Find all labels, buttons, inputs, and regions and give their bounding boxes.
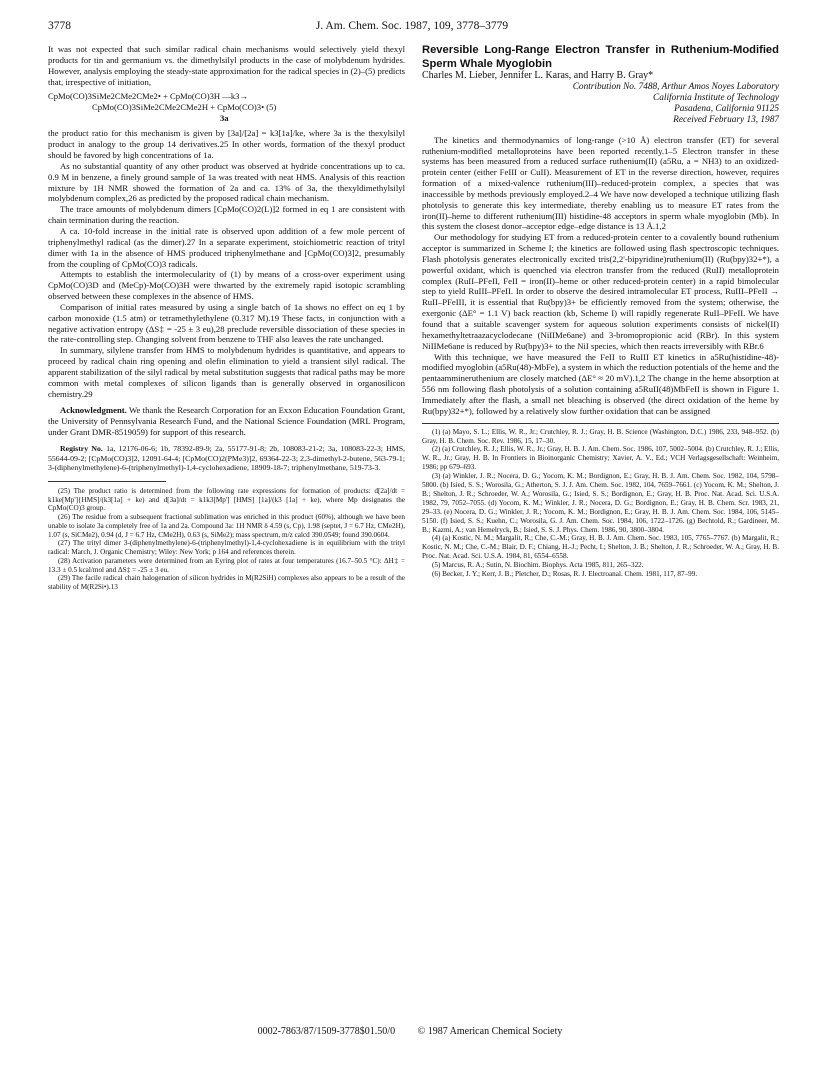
article-title: Reversible Long-Range Electron Transfer in Ruthenium-Modified Sperm Whale Myoglobin [422, 44, 779, 70]
left-column [48, 44, 405, 592]
paragraph: With this technique, we have measured the FeII to RuIII ET kinetics in a5Ru(histidine-48)-modified myoglobin (a5Ru(48)-MbFe), a system in which the reduction potentials of the heme and the pentaammineruthenium are closely matched (ΔE° ≈ 20 mV).1,2 The change in the heme absorption at 556 nm following flash photolysis of a solution containing a5RuII(48)MbFeII is shown in Figure 1. Immediately after the flash, a small net bleaching is observed (the direct oxidation of the heme by Ru(bpy)32+*), followed by a relatively slow further oxidation that can be assigned [422, 351, 779, 416]
registry-text: 1a, 12176-06-6; 1b, 78392-89-9; 2a, 55177-91-8; 2b, 108083-21-2; 3a, 108083-22-3; HMS, 55644-09-2; [CpMo(CO)3]2, 12091-64-4; [CpMo(CO)2(PMe3)]2, 69364-22-3; 2,3-dimethyl-2-butene, 563-79-1; 3-(diphenylmethylene)-6-(triphenylmethyl)-1,4-cyclohexadiene, 18909-18-7; triphenylmethane, 519-73-3. [48, 444, 405, 473]
paragraph: Our methodology for studying ET from a reduced-protein center to a covalently bound ruthenium acceptor is summarized in Scheme I; the kinetics are followed using flash spectroscopic techniques. Flash photolysis generates electronically excited tris(2,2'-bipyridine)ruthenium(II) (Ru(bpy)32+*), a powerful oxidant, which is quenched via electron transfer from the reduced (RuII) metalloprotein complex (RuII–PFeII, FeII = iron(II)–heme or other reduced-protein center) in a rapid bimolecular step to yield RuIII–PFeII. In order to observe the desired intramolecular ET process, RuIII–PFeII → RuII–PFeIII, it is essential that Ru(bpy)3+ be efficiently removed from the system; otherwise, the exergonic (ΔE° = 1.1 V) back reaction (kb, Scheme I) will rapidly regenerate RuII–PFeII. We have found that a suitable scavenger system for aqueous solution experiments consists of nickel(II) hexamethyltetraazacyclodecane (NiIIMe6ane) and 3-bromopropionic acid (RBr). In this system NiIIMe6ane is reduced by Ru(bpy)3+ to the NiI species, which then reacts irreversibly with RBr.6 [422, 232, 779, 351]
right-column [422, 44, 779, 579]
footnote: (25) The product ratio is determined from the following rate expressions for formation of products: d[2a]/dt = k1ke[Mp']{HMS]/(k3[1a] + ke) and d[3a]/dt = k1k3[Mp'] [HMS] [1a]/(k3 [1a] + ke), where Mp designates the CpMo(CO)3 group. [48, 486, 405, 513]
reference: (5) Marcus, R. A.; Sutin, N. Biochim. Biophys. Acta 1985, 811, 265–322. [432, 561, 644, 570]
paragraph: Attempts to establish the intermolecularity of (1) by means of a cross-over experiment using CpMo(CO)3D and (MeCp)-Mo(CO)3H were thwarted by the extremely rapid isotopic scrambling observed between these complexes in the absence of HMS. [48, 269, 405, 302]
paragraph: The trace amounts of molybdenum dimers [CpMo(CO)2(L)]2 formed in eq 1 are consistent with chain termination during the reaction. [48, 204, 405, 226]
acknowledgment-text: We thank the Research Corporation for an Exxon Education Foundation Grant, the University of Pennsylvania Research Fund, and the National Science Foundation (MRL Program, under Grant DMR-8519059) for support of this research. [48, 405, 405, 438]
paragraph: In summary, silylene transfer from HMS to molybdenum hydrides is quantitative, and appears to proceed by radical chain ring opening and olefin elimination to yield a transient silyl radical. The apparent stabilization of the silyl radical by metal substitution suggests that radical paths may be more common with metal complexes of silicon ligands than is generally observed in organosilicon chemistry.29 [48, 345, 405, 399]
reference: (4) (a) Kostic, N. M.; Margalit, R.; Che, C.-M.; Gray, H. B. J. Am. Chem. Soc. 1983, 105, 7765–7767. (b) Margalit, R.; Kostic, N. M.; Che, C.-M.; Blair, D. F.; Chiang, H.-J.; Pecht, I.; Shelton, J. B.; Shelton, J. R.; Schroeder, W. A.; Gray, H. B. Proc. Nat. Acad. Sci. U.S.A. 1984, 81, 6554–6558. [422, 534, 779, 561]
paragraph: It was not expected that such similar radical chain mechanisms would selectively yield thexyl products for tin and germanium vs. the dimethylsilyl products in the case of molybdenum hydrides. However, analysis employing the steady-state approximation for the radical species in (2)–(5) predicts that, irrespective of initiation, [48, 44, 405, 87]
acknowledgment [48, 405, 405, 438]
paragraph: Comparison of initial rates measured by using a single batch of 1a shows no effect on eq 1 by carbon monoxide (1.5 atm) or tetramethylethylene (0.317 M).19 These facts, in conjunction with a negative activation entropy (ΔS‡ = -25 ± 3 eu),28 preclude reversible dissociation of these species in the rate-controlling step. Changing solvent from benzene to THF also leaves the rate unchanged. [48, 301, 405, 345]
running-header [48, 20, 776, 36]
equation-5 [48, 91, 405, 124]
paragraph: As no substantial quantity of any other product was observed at hydride concentrations up to ca. 0.9 M in benzene, a finely ground sample of 1a was treated with neat HMS. Analysis of this reaction mixture by 1H NMR showed the formation of 2a and ca. 13% of 3a, the thexyldimethylsilyl molybdenum complex,26 as predicted by the proposed radical chain mechanism. [48, 160, 405, 204]
page-number: 3778 [48, 20, 71, 32]
registry-label: Registry No. [60, 444, 103, 453]
references [422, 423, 779, 579]
equation-line: CpMo(CO)3SiMe2CMe2CMe2H + CpMo(CO)3• (5) [92, 102, 277, 113]
copyright: © 1987 American Chemical Society [417, 1026, 563, 1037]
page-footer [0, 1026, 820, 1037]
registry-numbers [48, 444, 405, 473]
acknowledgment-label: Acknowledgment. [60, 405, 127, 416]
reference: (1) (a) Mayo, S. L.; Ellis, W. R., Jr.; Crutchley, R. J.; Gray, H. B. Science (Washington, D.C.) 1986, 233, 948–952. (b) Gray, H. B. Chem. Soc. Rev. 1986, 15, 17–30. [422, 427, 779, 445]
paragraph: the product ratio for this mechanism is given by [3a]/[2a] = k3[1a]/ke, where 3a is the thexylsilyl product in analogy to the group 14 derivatives.25 In other words, formation of the thexyl product should be favored by high concentrations of 1a. [48, 128, 405, 161]
footnote-divider [48, 481, 166, 482]
affiliation-line: California Institute of Technology [653, 93, 779, 104]
received-date: Received February 13, 1987 [673, 115, 779, 126]
affiliation-line: Contribution No. 7488, Arthur Amos Noyes Laboratory [572, 81, 779, 92]
paragraph: A ca. 10-fold increase in the initial rate is observed upon addition of a few mole percent of triphenylmethyl radical (as the dimer).27 In a separate experiment, stoichiometric reaction of trityl dimer with 1a in the absence of HMS produced triphenylmethane and [CpMo(CO)3]2, presumably from the coupling of CpMo(CO)3 radicals. [48, 225, 405, 269]
reference: (2) (a) Crutchley, R. J.; Ellis, W. R., Jr.; Gray, H. B. J. Am. Chem. Soc. 1986, 107, 5002–5004. (b) Crutchley, R. J.; Ellis, W. R., Jr.; Gray, H. B. In Frontiers in Bioinorganic Chemistry; Xavier, A. V., Ed.; VCH Verlagsgesellschaft: Weinheim, 1986; pp 679–693. [422, 445, 779, 472]
article-authors: Charles M. Lieber, Jennifer L. Karas, and Harry B. Gray* [422, 70, 654, 81]
affiliation-line: Pasadena, California 91125 [674, 104, 779, 115]
equation-line: CpMo(CO)3SiMe2CMe2CMe2• + CpMo(CO)3H —k3→ [48, 91, 249, 102]
reference: (3) (a) Winkler, J. R.; Nocera, D. G.; Yocom, K. M.; Bordignon, E.; Gray, H. B. J. Am. Chem. Soc. 1982, 104, 5798–5800. (b) Isied, S. S.; Worosila, G.; Atherton, S. J. J. Am. Chem. Soc. 1982, 104, 7659–7661. (c) Yocom, K. M.; Shelton, J. B.; Shelton, J. R.; Schroeder, W. A.; Worosila, G.; Isied, S. S.; Bordignon, E.; Gray, H. B. Proc. Nat. Acad. Sci. U.S.A. 1982, 79, 7052–7055. (d) Yocom, K. M.; Winkler, J. R.; Nocera, D. G.; Bordignon, E.; Gray, H. B. Chem. Scr. 1983, 21, 29–33. (e) Nocera, D. G.; Winkler, J. R.; Yocom, K. M.; Bordignon, E.; Gray, H. B. J. Am. Chem. Soc. 1984, 106, 5145–5150. (f) Isied, S. S.; Kuehn, C.; Worosila, G. J. Am. Chem. Soc. 1984, 106, 1722–1726. (g) Bechtold, R.; Gardineer, M. B.; Kazmi, A.; van Hemelryck, B.; Isied, S. S. J. Phys. Chem. 1986, 90, 3800–3804. [422, 472, 779, 534]
issn-code: 0002-7863/87/1509-3778$01.50/0 [257, 1026, 396, 1037]
reference: (6) Becker, J. Y.; Kerr, J. B.; Pletcher, D.; Rosas, R. J. Electroanal. Chem. 1981, 117, 87–99. [432, 570, 698, 579]
journal-citation: J. Am. Chem. Soc. 1987, 109, 3778–3779 [315, 20, 509, 32]
equation-label: 3a [220, 113, 229, 124]
footnote: (28) Activation parameters were determined from an Eyring plot of rates at four temperatures (16.7–50.5 °C): ΔH‡ = 13.3 ± 0.5 kcal/mol and ΔS‡ = -25 ± 3 eu. [48, 556, 405, 574]
footnote: (29) The facile radical chain halogenation of silicon hydrides in M(R2SiH) complexes also appears to be a result of the stability of M(R2Si•).13 [48, 574, 405, 592]
footnote: (26) The residue from a subsequent fractional sublimation was enriched in this product (60%), although we have been unable to isolate 3a completely free of 1a and 2a. Compound 3a: 1H NMR δ 4.59 (s, Cp), 1.98 (septet, J = 6.7 Hz, CMe2H), 1.07 (s, SiCMe2), 0.94 (d, J = 6.7 Hz, CMe2H), 0.63 (s, SiMe2); mass spectrum, m/z calcd 390.0549; found 390.0604. [48, 513, 405, 539]
footnote: (27) The trityl dimer 3-(diphenylmethylene)-6-(triphenylmethyl)-1,4-cyclohexadiene is in equilibrium with the trityl radical: March, J. Organic Chemistry; Wiley: New York; p 164 and references therein. [48, 539, 405, 557]
paragraph: The kinetics and thermodynamics of long-range (>10 Å) electron transfer (ET) for several ruthenium-modified metalloproteins have been reported recently.1–5 Electron transfer in these systems has been measured from a reduced surface ruthenium(II) (a5Ru, a = NH3) to an oxidized-protein center (either FeIII or CuII). Measurement of ET in the reverse direction, however, requires formation of a mixed-valence ruthenium(III)–reduced-protein complex, a species that was inaccessible by methods previously employed.2–4 We have now developed a technique utilizing flash photolysis to generate this key intermediate, thereby enabling us to measure ET rates from the iron(II)–heme to different ruthenium(III) histidine-48 acceptors in sperm whale myoglobin (Mb). In this system the closest donor–acceptor edge–edge distance is 13 Å.1,2 [422, 134, 779, 232]
